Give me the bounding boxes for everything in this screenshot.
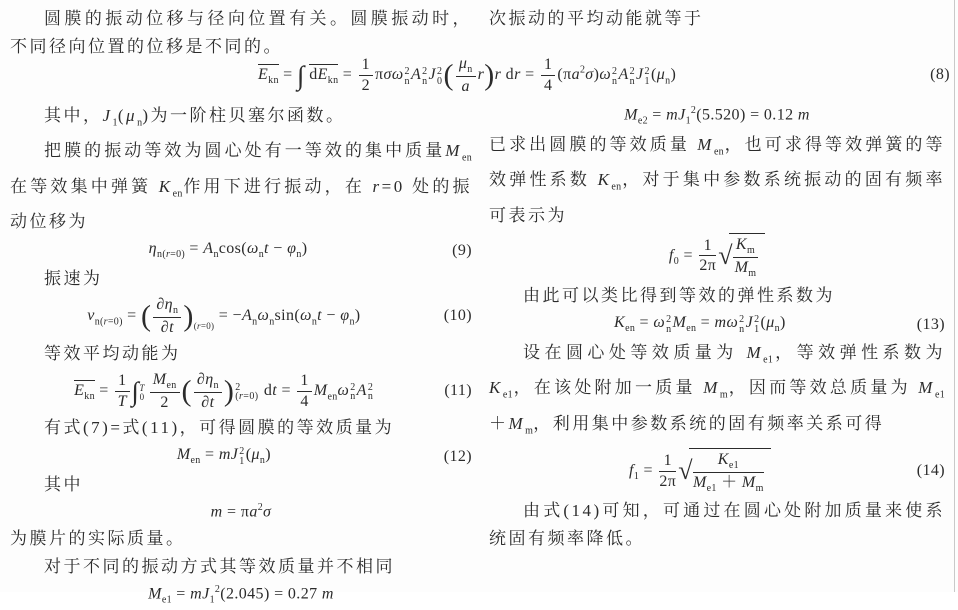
equation-me2-body: $M_{e2} = mJ_1^2(5.520) = 0.12$ m [624,105,810,127]
paragraph-analogy: 由此可以类比得到等效的弹性系数为 [523,286,835,306]
equation-10-body: $v_{n(r=0)}$ = ( $\frac{\partial\eta_n}{\partial t}$ )$_{(r=0)} = -A_n\omega_n\sin(\omega_nt - \varphi_n)$ [87,295,361,337]
paragraph-eq7-equals-eq11: 有式(7)=式(11)，可得圆膜的等效质量为 [44,418,395,438]
equation-8-body: $E_{kn}$ = ∫ $dE_{kn}$ = $\frac{1}{2}$ πσω 2 n A 2 n J 2 0 ( $\frac{\mu_n}{a}$ r)r dr = $\frac{1}{4}$ $(\pi a^2\sigma)\omega$ 2 n A 2 n J 2 1 $(\mu_n)$ [257,55,677,96]
equation-f0 [489,233,945,279]
paragraph-stiffness: 已求出圆膜的等效质量 $M_{en}$，也可求得等效弹簧的等效弹性系数 $K_{en}$，对于集中参数系统振动的固有频率可表示为 [489,135,946,225]
equation-12-body: $M_{en}$ = mJ 2 1 $(\mu_n)$ [176,446,271,467]
paragraph-kinetic-label: 等效平均动能为 [44,343,181,363]
equation-9 [10,239,472,262]
equation-8 [10,55,950,96]
equation-13-number: (13) [916,315,945,333]
equation-12 [10,445,472,468]
equation-14-number: (14) [916,462,945,480]
equation-me2 [489,105,945,128]
equation-13-body: $K_{en} = \omega$ 2 n $M_{en} = m\omega$ 2 n J 2 1 $(\mu_n)$ [614,314,786,335]
equation-me1 [10,584,472,607]
equation-14 [489,448,945,494]
paragraph-equivalent-mass: 把膜的振动等效为圆心处有一等效的集中质量$M_{en}$在等效集中弹簧 $K_{en}$作用下进行振动，在 r=0 处的振动位移为 [10,141,473,232]
equation-10-number: (10) [443,307,472,325]
paragraph-added-mass: 设在圆心处等效质量为 $M_{e1}$，等效弹性系数为 $K_{e1}$，在该处附加一质量 $M_m$，因而等效总质量为 $M_{e1}+M_m$，利用集中参数系统的固有频率关系可得 [489,342,946,437]
paragraph-prev-column-continuation: 次振动的平均动能就等于 [489,9,704,28]
equation-9-body: $\eta_{n(r=0)} = A_n\cos(\omega_nt - \varphi_n)$ [148,240,308,261]
paragraph-conclusion: 由式(14)可知，可通过在圆心处附加质量来使系统固有频率降低。 [489,501,945,549]
equation-13 [489,313,945,336]
equation-f0-body: $f_0$ = $\frac{1}{2\pi}$ √ $\frac{K_m}{M_m}$ [489,233,945,279]
equation-8-number: (8) [930,66,950,84]
equation-12-number: (12) [443,447,472,465]
equation-9-number: (9) [452,241,472,259]
equation-11-number: (11) [444,382,472,400]
equation-11 [10,371,472,412]
left-column [10,102,472,610]
paragraph-intro: 圆膜的振动位移与径向位置有关。圆膜振动时，不同径向位置的位移是不同的。 [10,9,472,56]
paragraph-velocity-label: 振速为 [44,268,103,288]
equation-me1-body: $M_{e1} = mJ_1^2(2.045) = 0.27$ m [148,584,334,606]
paragraph-where-label: 其中 [44,475,83,495]
equation-actual-mass-body: $m = \pi a^2\sigma$ [210,502,272,521]
equation-14-body: $f_1$ = $\frac{1}{2\pi}$ √ $\frac{K_{e1}}{M_{e1} + M_m}$ [489,448,911,494]
equation-10 [10,296,472,337]
paragraph-bessel-note: 其中，$J_1(\mu_n)$为一阶柱贝塞尔函数。 [44,106,346,129]
scan-edge-line [954,0,955,592]
equation-actual-mass [10,502,472,522]
right-column [489,102,945,553]
equation-11-body: $E_{kn}$ = $\frac{1}{T}$ ∫ T 0 $M_{en}$ 2 ( $\frac{\partial\eta_n}{\partial t}$ ) 2 (r=0) dt = $\frac{1}{4}$ $M_{en}\omega$ 2 n A 2 n [74,370,374,411]
paragraph-actual-mass: 为膜片的实际质量。 [10,529,186,549]
paragraph-different-modes: 对于不同的振动方式其等效质量并不相同 [44,557,395,577]
